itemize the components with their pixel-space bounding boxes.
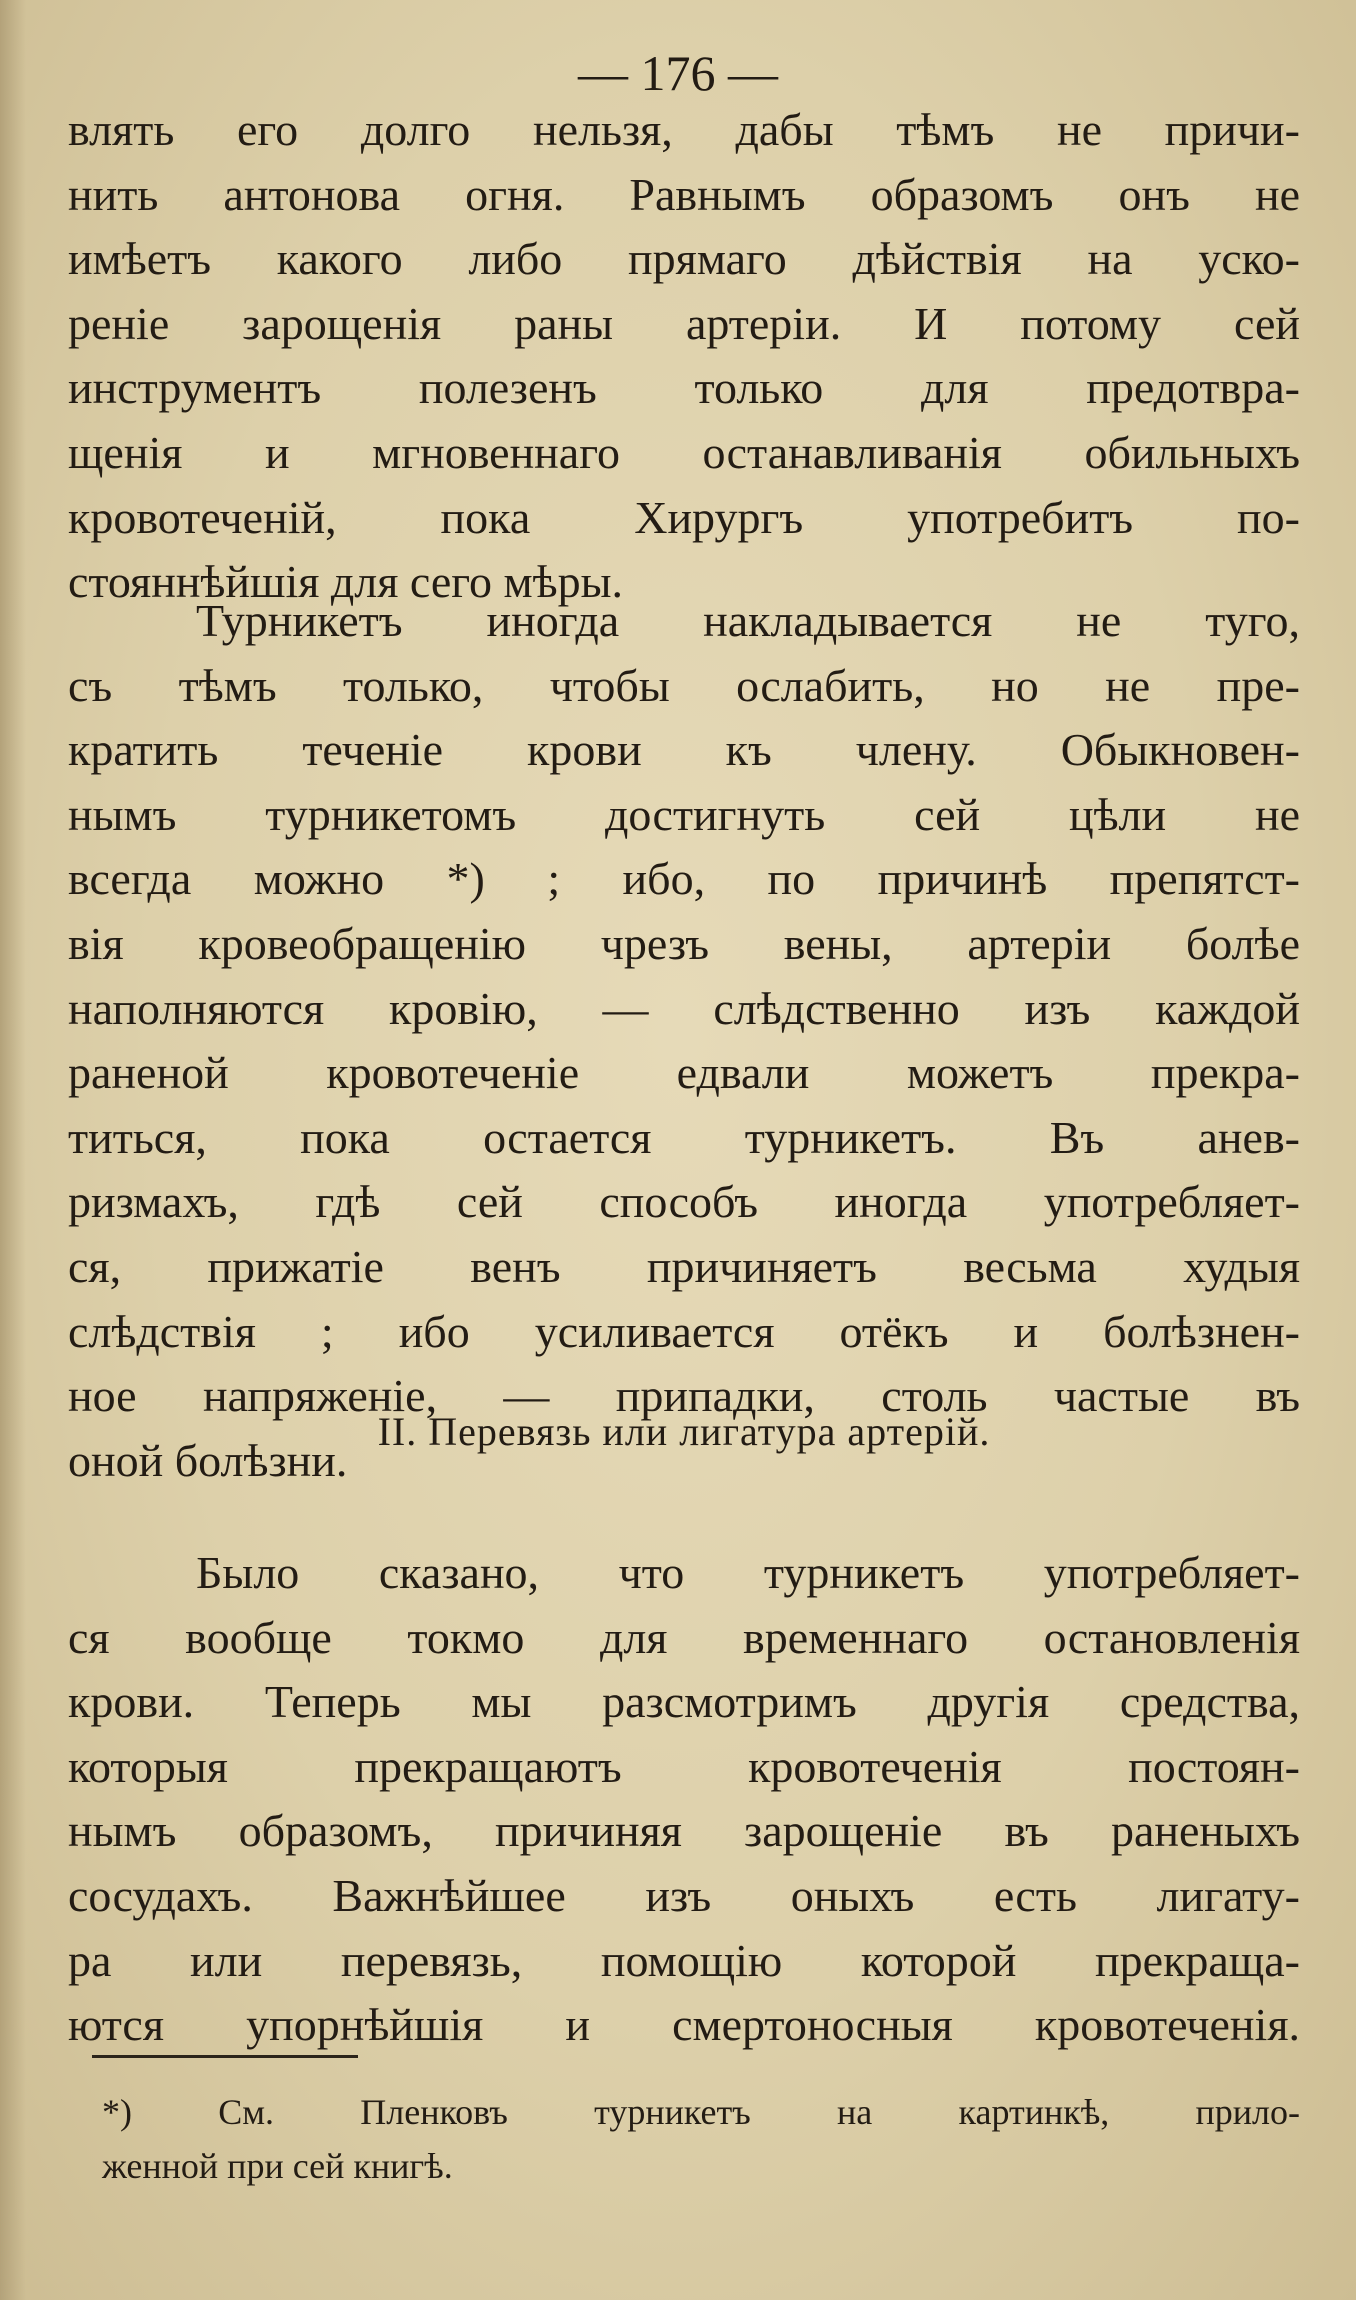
text-line: которыя прекращаютъ кровотеченія постоян- — [68, 1740, 1300, 1792]
text-line: кратить теченіе крови къ члену. Обыкновен- — [68, 724, 1300, 776]
text-line: слѣдствія ; ибо усиливается отёкъ и болѣзнен- — [68, 1305, 1300, 1357]
paragraph-3 — [68, 1541, 1300, 2058]
text-line: нить антонова огня. Равнымъ образомъ онъ не — [68, 168, 1300, 220]
text-line: щенія и мгновеннаго останавливанія обильныхъ — [68, 426, 1300, 478]
text-line: нымъ турникетомъ достигнуть сей цѣли не — [68, 788, 1300, 840]
text-line: ся вообще токмо для временнаго остановленія — [68, 1611, 1300, 1663]
text-line: ное напряженіе, — припадки, столь частые въ — [68, 1370, 1300, 1422]
footnote — [68, 2085, 1300, 2193]
text-line: оной болѣзни. — [68, 1434, 348, 1486]
text-line: стояннѣйшія для сего мѣры. — [68, 556, 624, 608]
text-line: съ тѣмъ только, чтобы ослабить, но не пре- — [68, 659, 1300, 711]
paragraph-1 — [68, 98, 1300, 615]
section-heading-block — [68, 1400, 1300, 1465]
text-line: влять его долго нельзя, дабы тѣмъ не причи- — [68, 104, 1300, 155]
text-line: ризмахъ, гдѣ сей способъ иногда употребляет- — [68, 1176, 1300, 1228]
text-line: наполняются кровію, — слѣдственно изъ каждой — [68, 982, 1300, 1034]
text-line: нымъ образомъ, причиняя зарощеніе въ раненыхъ — [68, 1805, 1300, 1857]
footnote-divider — [92, 2055, 358, 2058]
page-number: — 176 — — [578, 45, 778, 101]
text-line: инструментъ полезенъ только для предотвра- — [68, 362, 1300, 414]
paragraph-2 — [68, 589, 1300, 1493]
text-line: Турникетъ иногда накладывается не туго, — [196, 595, 1300, 646]
text-line: крови. Теперь мы разсмотримъ другія средства, — [68, 1676, 1300, 1728]
text-line: кровотеченій, пока Хирургъ употребитъ по- — [68, 491, 1300, 543]
footnote-line: *) См. Пленковъ турникетъ на картинкѣ, прило- — [102, 2092, 1300, 2132]
text-line: всегда можно *) ; ибо, по причинѣ препятст- — [68, 853, 1300, 905]
text-line: сосудахъ. Важнѣйшее изъ оныхъ есть лигату- — [68, 1869, 1300, 1921]
text-line: титься, пока остается турникетъ. Въ анев- — [68, 1111, 1300, 1163]
text-line: ются упорнѣйшія и смертоносныя кровотеченія. — [68, 1999, 1300, 2051]
text-line: имѣетъ какого либо прямаго дѣйствія на уско- — [68, 233, 1300, 285]
text-line: вія кровеобращенію чрезъ вены, артеріи болѣе — [68, 917, 1300, 969]
text-line: ра или перевязь, помощію которой прекраща- — [68, 1934, 1300, 1986]
footnote-line: женной при сей книгѣ. — [102, 2146, 453, 2186]
text-line: раненой кровотеченіе едвали можетъ прекра- — [68, 1047, 1300, 1099]
page-gutter-shadow — [0, 0, 26, 2300]
section-heading: II. Перевязь или лигатура артерій. — [377, 1409, 991, 1454]
text-line: ся, прижатіе венъ причиняетъ весьма худыя — [68, 1240, 1300, 1292]
text-line: реніе зарощенія раны артеріи. И потому сей — [68, 297, 1300, 349]
text-line: Было сказано, что турникетъ употребляет- — [196, 1547, 1300, 1598]
